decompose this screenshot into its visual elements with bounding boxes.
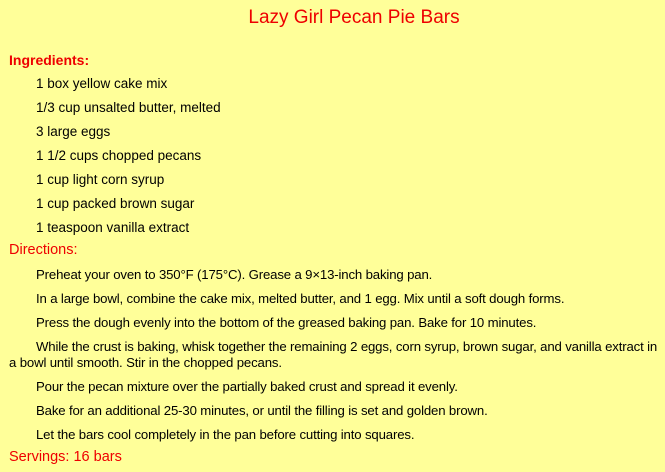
directions-list — [9, 267, 659, 443]
ingredient-item: 3 large eggs — [36, 124, 111, 139]
ingredient-item: 1 cup packed brown sugar — [36, 196, 195, 211]
ingredient-item: 1 box yellow cake mix — [36, 76, 168, 91]
direction-step: Press the dough evenly into the bottom of the greased baking pan. Bake for 10 minutes. — [36, 315, 537, 330]
recipe-title: Lazy Girl Pecan Pie Bars — [248, 7, 460, 28]
direction-step: Bake for an additional 25-30 minutes, or until the filling is set and golden brown. — [36, 403, 488, 418]
ingredient-item: 1 teaspoon vanilla extract — [36, 220, 190, 235]
direction-step: In a large bowl, combine the cake mix, melted butter, and 1 egg. Mix until a soft dough forms. — [36, 291, 565, 306]
servings-text: Servings: 16 bars — [9, 449, 122, 465]
ingredients-heading: Ingredients: — [9, 52, 90, 68]
directions-heading: Directions: — [9, 242, 78, 258]
direction-step: Let the bars cool completely in the pan before cutting into squares. — [36, 427, 415, 442]
ingredient-item: 1 cup light corn syrup — [36, 172, 165, 187]
ingredient-item: 1 1/2 cups chopped pecans — [36, 148, 202, 163]
ingredient-item: 1/3 cup unsalted butter, melted — [36, 100, 221, 115]
direction-step: Preheat your oven to 350°F (175°C). Grease a 9×13-inch baking pan. — [36, 267, 433, 282]
ingredients-list — [9, 76, 659, 236]
direction-step: Pour the pecan mixture over the partially baked crust and spread it evenly. — [36, 379, 458, 394]
direction-step: While the crust is baking, whisk together the remaining 2 eggs, corn syrup, brown sugar, and vanilla extract in a bowl until smooth. Stir in the chopped pecans. — [9, 339, 658, 370]
